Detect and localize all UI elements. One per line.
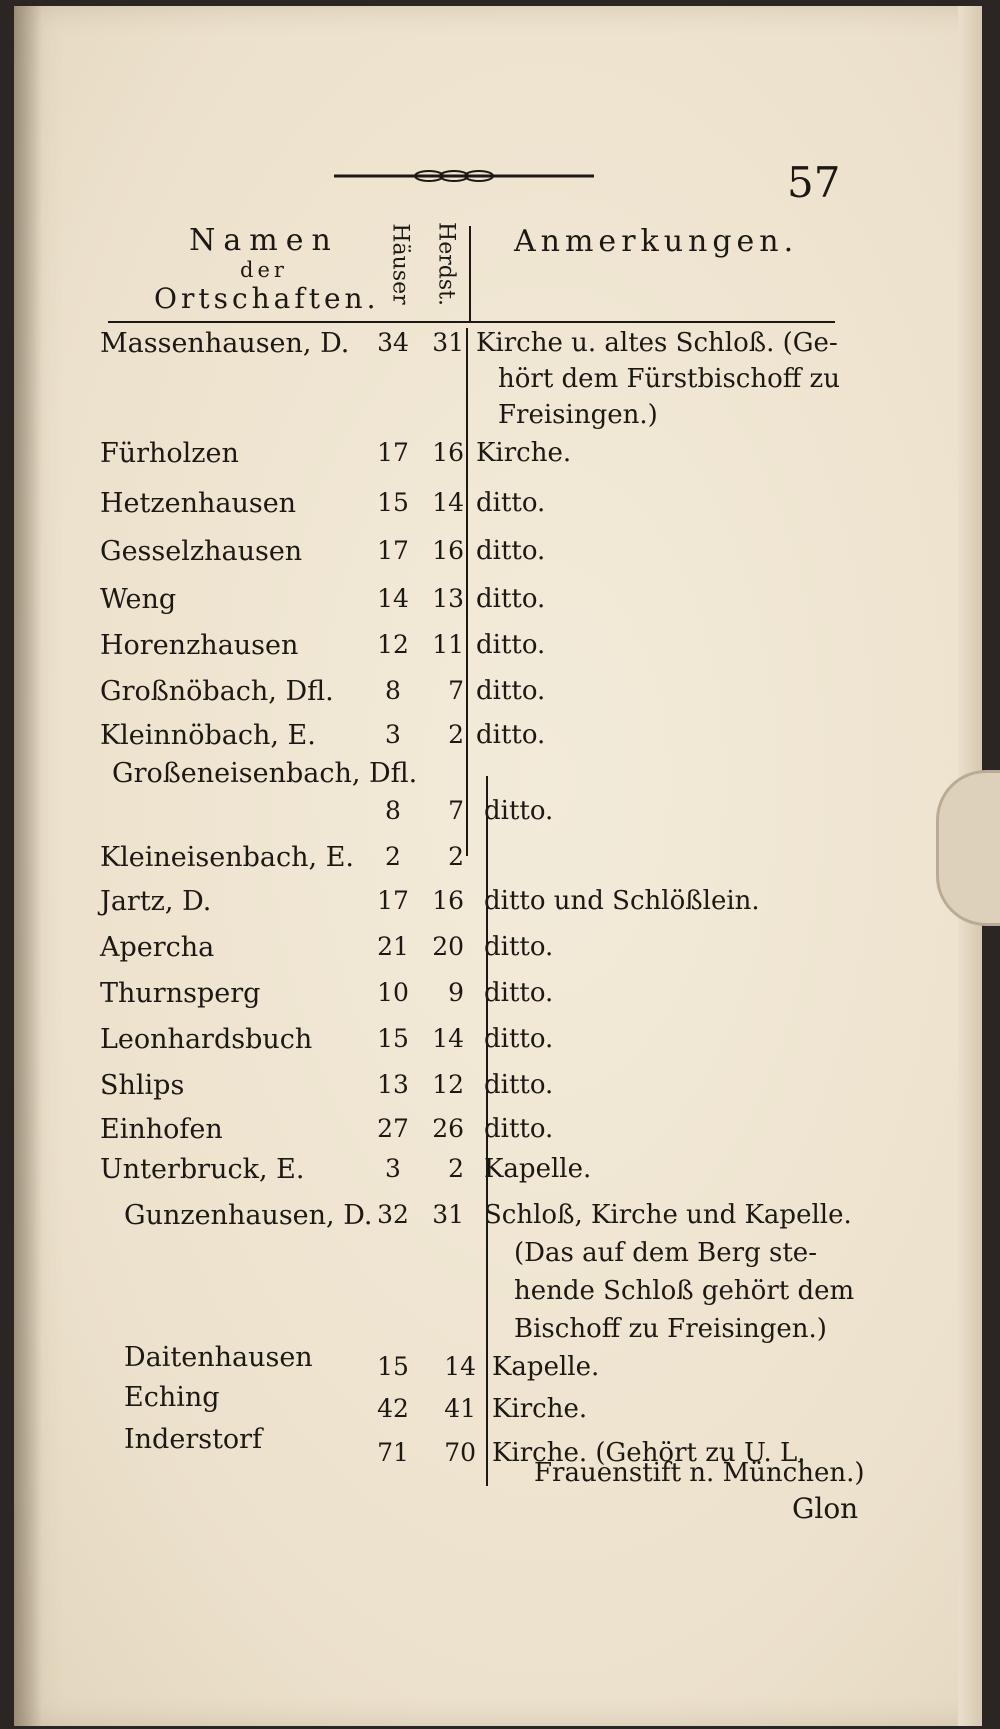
table-row: [14, 720, 982, 760]
table-row: [14, 438, 982, 478]
houses-count: 71: [377, 1438, 409, 1467]
note-continuation: hört dem Fürstbischoff zu: [498, 364, 840, 394]
table-row: [14, 328, 982, 368]
hearths-count: 2: [448, 1154, 464, 1183]
table-row: [14, 1114, 982, 1154]
book-page: [14, 6, 982, 1726]
place-name: Kleineisenbach, E.: [100, 842, 354, 873]
note-continuation: Freisingen.): [498, 400, 658, 430]
place-name: Gunzenhausen, D.: [124, 1200, 373, 1231]
place-name: Inderstorf: [124, 1424, 263, 1455]
table-row: [14, 676, 982, 716]
table-row: [14, 1342, 982, 1382]
place-name: Fürholzen: [100, 438, 239, 469]
hearths-count: 7: [448, 676, 464, 705]
hearths-count: 70: [444, 1438, 476, 1467]
place-name: Daitenhausen: [124, 1342, 313, 1373]
note: Kapelle.: [484, 1154, 592, 1184]
houses-count: 42: [377, 1394, 409, 1423]
hearths-count: 9: [448, 978, 464, 1007]
place-name: Weng: [100, 584, 177, 615]
houses-count: 14: [377, 584, 409, 613]
hearths-count: 14: [432, 1024, 464, 1053]
houses-count: 2: [385, 842, 401, 871]
table-row: [14, 488, 982, 528]
place-name: Leonhardsbuch: [100, 1024, 313, 1055]
table-row-continuation: [14, 364, 982, 404]
place-name: Massenhausen, D.: [100, 328, 350, 359]
place-name: Gesselzhausen: [100, 536, 303, 567]
table-row: [14, 584, 982, 624]
note-continuation: hende Schloß gehört dem: [514, 1276, 855, 1306]
place-name: Hetzenhausen: [100, 488, 297, 519]
houses-count: 27: [377, 1114, 409, 1143]
table-row: [14, 796, 982, 836]
houses-count: 17: [377, 536, 409, 565]
header-names-line2: der: [240, 258, 288, 282]
hearths-count: 41: [444, 1394, 476, 1423]
table-row: [14, 536, 982, 576]
note-continuation: Frauenstift n. München.): [534, 1458, 865, 1488]
note: ditto.: [484, 932, 554, 962]
table-row-continuation: [14, 1238, 982, 1278]
header-hearths: [426, 214, 466, 314]
houses-count: 12: [377, 630, 409, 659]
header-place-names: [154, 223, 380, 315]
houses-count: 13: [377, 1070, 409, 1099]
catchword: Glon: [792, 1492, 859, 1525]
hearths-count: 14: [432, 488, 464, 517]
place-name: Großeneisenbach, Dfl.: [112, 758, 418, 789]
hearths-count: 13: [432, 584, 464, 613]
note: ditto.: [476, 488, 546, 518]
hearths-count: 26: [432, 1114, 464, 1143]
hearths-count: 2: [448, 842, 464, 871]
houses-count: 8: [385, 676, 401, 705]
hearths-count: 16: [432, 886, 464, 915]
table-row: [14, 1154, 982, 1194]
note: ditto.: [484, 1024, 554, 1054]
houses-count: 10: [377, 978, 409, 1007]
place-name: Jartz, D.: [100, 886, 212, 917]
houses-count: 15: [377, 1352, 409, 1381]
table-row: [14, 1070, 982, 1110]
houses-count: 17: [377, 886, 409, 915]
note: Schloß, Kirche und Kapelle.: [484, 1200, 852, 1230]
note: ditto.: [484, 978, 554, 1008]
table-row: [14, 1382, 982, 1422]
note: ditto.: [484, 1114, 554, 1144]
note: Kapelle.: [492, 1352, 600, 1382]
note-continuation: (Das auf dem Berg ste-: [514, 1238, 817, 1268]
note: Kirche u. altes Schloß. (Ge-: [476, 328, 838, 358]
header-notes: Anmerkungen.: [514, 224, 799, 259]
table-row: [14, 842, 982, 882]
note: ditto.: [476, 720, 546, 750]
houses-count: 15: [377, 1024, 409, 1053]
hearths-count: 7: [448, 796, 464, 825]
place-name: Großnöbach, Dfl.: [100, 676, 334, 707]
header-divider: [469, 226, 471, 321]
houses-count: 34: [377, 328, 409, 357]
hearths-count: 31: [432, 1200, 464, 1229]
note: Kirche. (Gehört zu U. L.: [492, 1438, 806, 1468]
header-names-line1: Namen: [189, 223, 339, 258]
note: ditto.: [476, 676, 546, 706]
place-name: Unterbruck, E.: [100, 1154, 305, 1185]
header-houses: [380, 214, 420, 314]
header-hearths-label: Herdst.: [433, 222, 459, 306]
table-row: [14, 1200, 982, 1240]
note: ditto.: [484, 1070, 554, 1100]
note-continuation: Bischoff zu Freisingen.): [514, 1314, 827, 1344]
place-name: Apercha: [100, 932, 215, 963]
book-clasp: [936, 770, 1000, 926]
place-name: Shlips: [100, 1070, 185, 1101]
hearths-count: 31: [432, 328, 464, 357]
table-row: [14, 932, 982, 972]
header-ornament: [334, 169, 594, 183]
note: Kirche.: [492, 1394, 588, 1424]
houses-count: 17: [377, 438, 409, 467]
hearths-count: 11: [432, 630, 464, 659]
note: ditto.: [476, 536, 546, 566]
houses-count: 21: [377, 932, 409, 961]
place-name: Kleinnöbach, E.: [100, 720, 316, 751]
houses-count: 3: [385, 720, 401, 749]
table-row-name: [14, 758, 982, 798]
page-number: 57: [787, 158, 841, 207]
place-name: Thurnsperg: [100, 978, 261, 1009]
houses-count: 8: [385, 796, 401, 825]
header-rule: [108, 321, 835, 323]
hearths-count: 14: [444, 1352, 476, 1381]
header-houses-label: Häuser: [387, 223, 413, 305]
note: ditto.: [476, 630, 546, 660]
houses-count: 15: [377, 488, 409, 517]
table-row: [14, 886, 982, 926]
table-row: [14, 630, 982, 670]
hearths-count: 16: [432, 438, 464, 467]
hearths-count: 16: [432, 536, 464, 565]
note: ditto.: [484, 796, 554, 826]
table-row-continuation: [14, 400, 982, 440]
note: Kirche.: [476, 438, 572, 468]
header-names-line3: Ortschaften.: [154, 282, 380, 315]
table-row: [14, 1024, 982, 1064]
place-name: Einhofen: [100, 1114, 223, 1145]
hearths-count: 12: [432, 1070, 464, 1099]
houses-count: 3: [385, 1154, 401, 1183]
houses-count: 32: [377, 1200, 409, 1229]
hearths-count: 2: [448, 720, 464, 749]
note: ditto.: [476, 584, 546, 614]
note: ditto und Schlößlein.: [484, 886, 760, 916]
hearths-count: 20: [432, 932, 464, 961]
table-row-continuation: [14, 1276, 982, 1316]
table-row: [14, 978, 982, 1018]
place-name: Horenzhausen: [100, 630, 299, 661]
place-name: Eching: [124, 1382, 220, 1413]
